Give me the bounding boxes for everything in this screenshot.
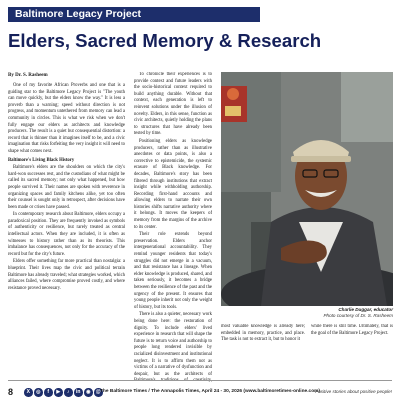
facebook-icon[interactable]: f [44,388,53,397]
article-column-3 [221,324,305,372]
paragraph: Baltimore's elders are the shoulders on which the city's hard-won successes rest, and the custodians of what might be called its sacred memory; not only what happened, but how people survived it. Their names are spoken with reverence in organizing spaces and family kitchens alike, yet too often their counsel is sought only in retrospect, after decisions have been made or crises have passed. [8,165,125,210]
elder-portrait-photo [221,72,393,306]
threads-icon[interactable]: @ [95,389,101,395]
paragraph: There is also a quieter, necessary work being done here: the restoration of dignity. To include elders' lived experience in research that will shape the future is to return voice and authorship to people long rendered invisible by racialized disinvestment and institutional neglect. It is to affirm them not as victims of a narrative of dysfunction and despair, but as the architects of [134,312,212,377]
article-column-4 [311,324,393,372]
publication-info: The Baltimore Times / The Annapolis Times, April 24 - 30, 2026 (www.baltimoretimes-online.com) [100,389,321,394]
youtube-icon[interactable]: ▶ [54,388,63,397]
article-column-1 [8,72,125,382]
subhead: Baltimore's Living Black History [8,157,75,163]
x-icon[interactable]: X [24,388,33,397]
paragraph: In contemporary research about Baltimore, elders occupy a paradoxical position. They are frequently invoked as symbols of authenticity or resilience, but rarely treated as central intellectual actors. When they are included, it is often as witnesses to history rather than as its theorists. This imbalance has consequences, not only for the accuracy of the record but for the city's future. [8,212,125,257]
caption-name: Charlie Duggar, educator [338,307,393,312]
article-headline: Elders, Sacred Memory & Research [8,30,322,51]
spotify-icon[interactable]: ◉ [84,388,93,397]
social-icons [24,388,103,397]
footer-divider [8,380,392,381]
paragraph: Elders offer something far more practical than nostalgia: a blueprint. Their lives map the civic and political terrain Baltimore has already traveled; what strategies worked, which alliances failed, where compromise proved costly, and where resistance proved necessary. [8,259,125,291]
page-footer [8,385,392,401]
instagram-icon[interactable]: ◎ [34,388,43,397]
paragraph: most valuable knowledge is already here; embedded in memory, practice, and place. The task is not to extract it, but to honor it [221,324,305,343]
linkedin-icon[interactable]: in [74,388,83,397]
tiktok-icon[interactable]: ♪ [64,388,73,397]
section-banner-label: Baltimore Legacy Project [15,8,142,20]
paragraph: To chronicle their experiences is to provide context and future leaders with the socio-historical context required to build anything durable. Without that context, each generation is left to reinvent solutions under the illusion of novelty. Elders, in this sense, function as civic architects, quietly holding the plans to structures that have already been tested by time. [134,72,212,137]
byline: By Dr. S. Rasheem [8,73,48,78]
paragraph: Their role extends beyond preservation. Elders anchor intergenerational accountability. They remind younger residents that today's struggles did not emerge in a vacuum, and that resistance has a lineage. When elder knowledge is produced, shared, and taken seriously, it becomes a bridge between the resilience of the past and the urgency of the present. It ensures that young people inherit not only the weight of history, but its tools. [134,232,212,310]
footer-tagline: Positive stories about positive people! [315,389,392,394]
caption-credit: Photo courtesy of Dr. S. Rasheem [323,313,393,318]
section-banner [8,7,260,22]
photo-caption [221,307,393,319]
paragraph: One of my favorite African Proverbs and one that is a guiding star to the Baltimore Legacy Project is "The youth can move quickly, but the elders know the way." It is less a proverb than a warning; speed without direction is not progress, and momentum untethered from memory can lead a community in circles. This is what we risk when we don't fully engage our elders as architects and knowledge producers. The result is a quiet but consequential distortion: a record that is thinner than it imagines itself to be, and a civic imagination that risks forfeiting the very insight it will need to shape what comes next. [8,83,125,154]
page-number: 8 [8,387,14,397]
paragraph: Positioning elders as knowledge producers, rather than as illustrative anecdotes or data points, is also a corrective to epistemicide, the systemic erasure of Black knowledge. For decades, Baltimore's story has been filtered through institutions that extract insight while withholding authorship. Recording first-hand accounts and allowing elders to narrate their own histories shifts narrative authority where it belongs. It moves the keepers of memory from the margins of the archive to its center. [134,138,212,230]
article-column-2 [134,72,212,382]
paragraph: while there is still time. Ultimately, that is the goal of the Baltimore Legacy Project. [311,324,393,336]
